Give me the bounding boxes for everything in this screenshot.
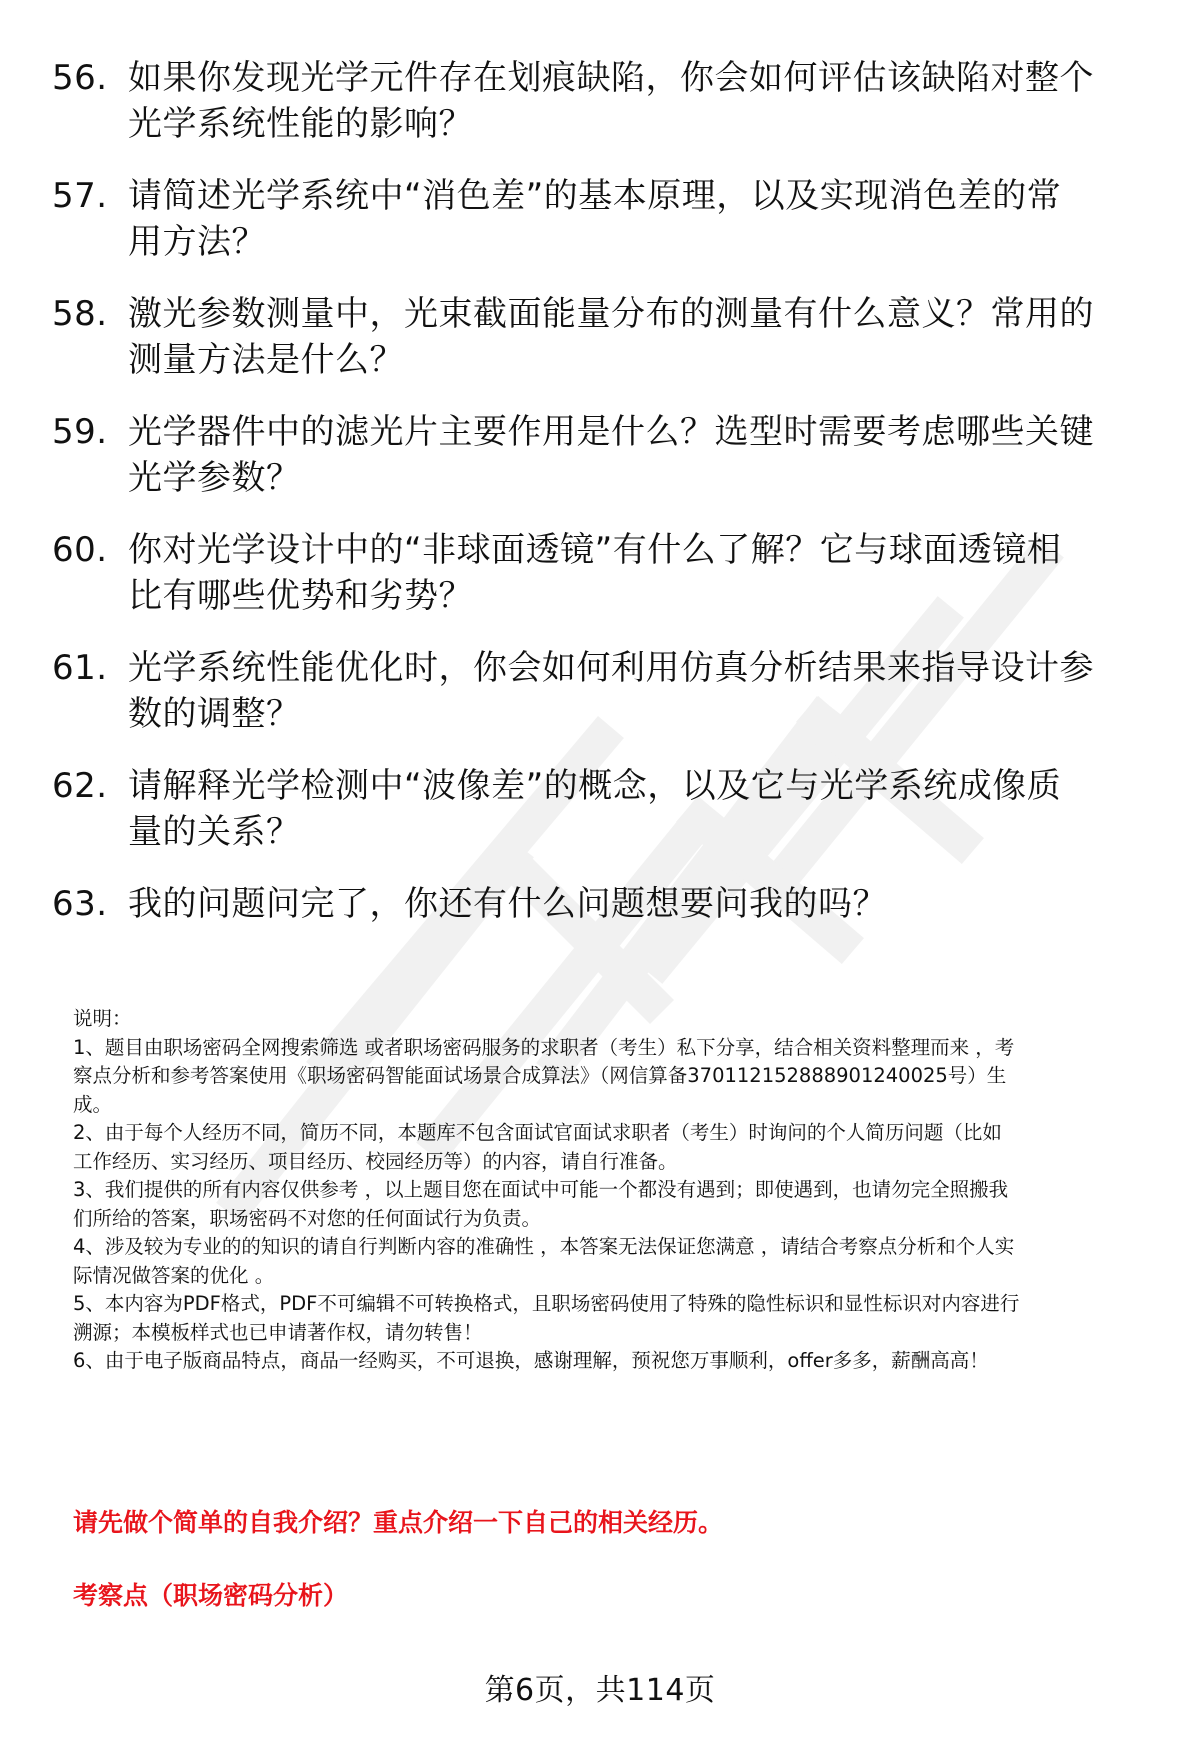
question-number: 62. [52, 766, 108, 806]
question-line: 激光参数测量中，光束截面能量分布的测量有什么意义？常用的 [128, 294, 1094, 334]
question-text [128, 645, 1162, 737]
notes-line: 成。 [73, 1092, 113, 1116]
notes-line: 5、本内容为PDF格式，PDF不可编辑不可转换格式，且职场密码使用了特殊的隐性标识和显性标识对内容进行 [73, 1292, 1020, 1315]
question-line: 我的问题问完了，你还有什么问题想要问我的吗？ [128, 884, 887, 924]
question-line: 你对光学设计中的“非球面透镜”有什么了解？它与球面透镜相 [128, 530, 1062, 570]
question-line: 请简述光学系统中“消色差”的基本原理，以及实现消色差的常 [128, 176, 1062, 216]
question-line: 光学器件中的滤光片主要作用是什么？选型时需要考虑哪些关键 [128, 412, 1094, 452]
notes-title: 说明： [73, 1007, 132, 1030]
question-item [52, 55, 1162, 147]
question-item [52, 881, 1162, 927]
analysis-heading: 考察点（职场密码分析） [73, 1581, 349, 1610]
notes-line: 4、涉及较为专业的的知识的请自行判断内容的准确性 ，本答案无法保证您满意 ，请结合考察点分析和个人实 [73, 1235, 1015, 1258]
question-line: 比有哪些优势和劣势？ [128, 576, 473, 616]
notes-line: 工作经历、实习经历、项目经历、校园经历等）的内容，请自行准备。 [73, 1149, 678, 1173]
question-line: 如果你发现光学元件存在划痕缺陷，你会如何评估该缺陷对整个 [128, 58, 1094, 98]
notes-line: 2、由于每个人经历不同，简历不同，本题库不包含面试官面试求职者（考生）时询问的个人简历问题（比如 [73, 1121, 1002, 1144]
self-intro-question-heading: 请先做个简单的自我介绍？重点介绍一下自己的相关经历。 [73, 1508, 724, 1537]
question-number: 63. [52, 884, 108, 924]
question-line: 量的关系？ [128, 812, 301, 852]
question-number: 61. [52, 648, 108, 688]
question-line: 光学参数？ [128, 458, 301, 498]
question-text [128, 763, 1162, 855]
question-item [52, 645, 1162, 737]
question-item [52, 527, 1162, 619]
question-line: 数的调整？ [128, 694, 301, 734]
question-line: 光学系统性能优化时，你会如何利用仿真分析结果来指导设计参 [128, 648, 1094, 688]
page-number-footer: 第6页，共114页 [484, 1673, 716, 1708]
question-number: 59. [52, 412, 108, 452]
notes-line: 际情况做答案的优化 。 [73, 1263, 275, 1287]
notes-line: 们所给的答案，职场密码不对您的任何面试行为负责。 [73, 1206, 542, 1230]
question-item [52, 409, 1162, 501]
question-item [52, 173, 1162, 265]
notes-line: 3、我们提供的所有内容仅供参考 ，以上题目您在面试中可能一个都没有遇到；即使遇到，也请勿完全照搬我 [73, 1178, 1009, 1201]
notes-line: 溯源；本模板样式也已申请著作权，请勿转售！ [73, 1320, 483, 1344]
question-text [128, 881, 1162, 927]
question-text [128, 409, 1162, 501]
notes-line: 6、由于电子版商品特点，商品一经购买，不可退换，感谢理解，预祝您万事顺利，offer多多，薪酬高高！ [73, 1349, 989, 1372]
question-line: 光学系统性能的影响？ [128, 104, 473, 144]
question-text [128, 173, 1162, 265]
question-text [128, 527, 1162, 619]
question-line: 请解释光学检测中“波像差”的概念，以及它与光学系统成像质 [128, 766, 1062, 806]
question-line: 用方法？ [128, 222, 266, 262]
question-number: 57. [52, 176, 108, 216]
notes-section [73, 1005, 1163, 1376]
question-item [52, 763, 1162, 855]
question-item [52, 291, 1162, 383]
question-number: 56. [52, 58, 108, 98]
question-number: 60. [52, 530, 108, 570]
question-text [128, 291, 1162, 383]
question-line: 测量方法是什么？ [128, 340, 404, 380]
question-number: 58. [52, 294, 108, 334]
question-text [128, 55, 1162, 147]
notes-line: 察点分析和参考答案使用《职场密码智能面试场景合成算法》（网信算备370112152888901240025号）生 [73, 1064, 1007, 1087]
notes-line: 1、题目由职场密码全网搜索筛选 或者职场密码服务的求职者（考生）私下分享，结合相关资料整理而来 ，考 [73, 1035, 1015, 1059]
